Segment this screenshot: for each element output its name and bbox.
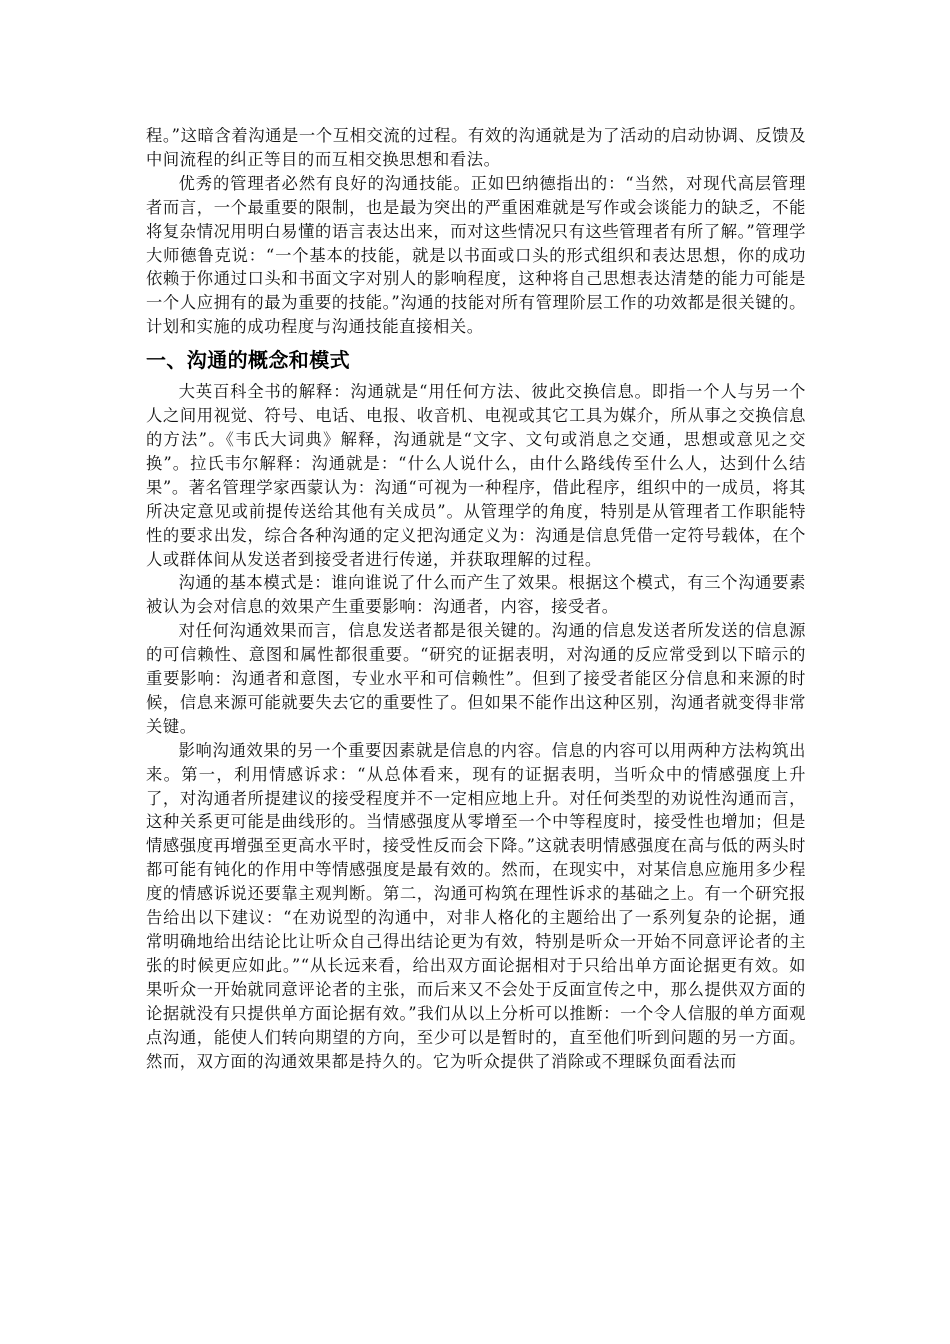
document-page (146, 124, 806, 1073)
section-heading: 一、沟通的概念和模式 (146, 348, 350, 373)
paragraph-content: 影响沟通效果的另一个重要因素就是信息的内容。信息的内容可以用两种方法构筑出来。第一，利用情感诉求：“从总体看来，现有的证据表明，当听众中的情感强度上升了，对沟通者所提建议的接受程度并不一定相应地上升。对任何类型的劝说性沟通而言，这种关系更可能是曲线形的。当情感强度从零增至一个中等程度时，接受性也增加；但是情感强度再增强至更高水平时，接受性反而会下降。”这就表明情感强度在高与低的两头时都可能有钝化的作用中等情感强度是最有效的。然而，在现实中，对某信息应施用多少程度的情感诉说还要靠主观判断。第二，沟通可构筑在理性诉求的基础之上。有一个研究报告给出以下建议：“在劝说型的沟通中，对非人格化的主题给出了一系列复杂的论据，通常明确地给出结论比让听众自己得出结论更为有效，特别是听众一开始不同意评论者的主张的时候更应如此。”“从长远来看，给出双方面论据相对于只给出单方面论据更有效。如果听众一开始就同意评论者的主张，而后来又不会处于反面宣传之中，那么提供双方面的论据就没有只提供单方面论据有效。”我们从以上分析可以推断：一个令人信服的单方面观点沟通，能使人们转向期望的方向，至少可以是暂时的，直至他们听到问题的另一方面。然而，双方面的沟通效果都是持久的。它为听众提供了消除或不理睬负面看法而 (146, 740, 806, 1071)
paragraph-manager-skills: 优秀的管理者必然有良好的沟通技能。正如巴纳德指出的：“当然，对现代高层管理者而言，一个最重要的限制，也是最为突出的严重困难就是写作或会谈能力的缺乏，不能将复杂情况用明白易懂的语言表达出来，而对这些情况只有这些管理者有所了解。”管理学大师德鲁克说：“一个基本的技能，就是以书面或口头的形式组织和表达思想，你的成功依赖于你通过口头和书面文字对别人的影响程度，这种将自己思想表达清楚的能力可能是一个人应拥有的最为重要的技能。”沟通的技能对所有管理阶层工作的功效都是很关键的。计划和实施的成功程度与沟通技能直接相关。 (146, 173, 806, 337)
paragraph-basic-model: 沟通的基本模式是：谁向谁说了什么而产生了效果。根据这个模式，有三个沟通要素被认为会对信息的效果产生重要影响：沟通者，内容，接受者。 (146, 573, 806, 617)
paragraph-continuation: 程。”这暗含着沟通是一个互相交流的过程。有效的沟通就是为了活动的启动协调、反馈及中间流程的纠正等目的而互相交换思想和看法。 (146, 126, 806, 169)
paragraph-sender: 对任何沟通效果而言，信息发送者都是很关键的。沟通的信息发送者所发送的信息源的可信赖性、意图和属性都很重要。“研究的证据表明，对沟通的反应常受到以下暗示的重要影响：沟通者和意图，专业水平和可信赖性”。但到了接受者能区分信息和来源的时候，信息来源可能就要失去它的重要性了。但如果不能作出这种区别，沟通者就变得非常关键。 (146, 621, 806, 736)
paragraph-definitions: 大英百科全书的解释：沟通就是“用任何方法、彼此交换信息。即指一个人与另一个人之间用视觉、符号、电话、电报、收音机、电视或其它工具为媒介，所从事之交换信息的方法”。《韦氏大词典》解释，沟通就是“文字、文句或消息之交通，思想或意见之交换”。拉氏韦尔解释：沟通就是：“什么人说什么，由什么路线传至什么人，达到什么结果”。著名管理学家西蒙认为：沟通“可视为一种程序，借此程序，组织中的一成员，将其所决定意见或前提传送给其他有关成员”。从管理学的角度，特别是从管理者工作职能特性的要求出发，综合各种沟通的定义把沟通定义为：沟通是信息凭借一定符号载体，在个人或群体间从发送者到接受者进行传递，并获取理解的过程。 (146, 382, 806, 569)
